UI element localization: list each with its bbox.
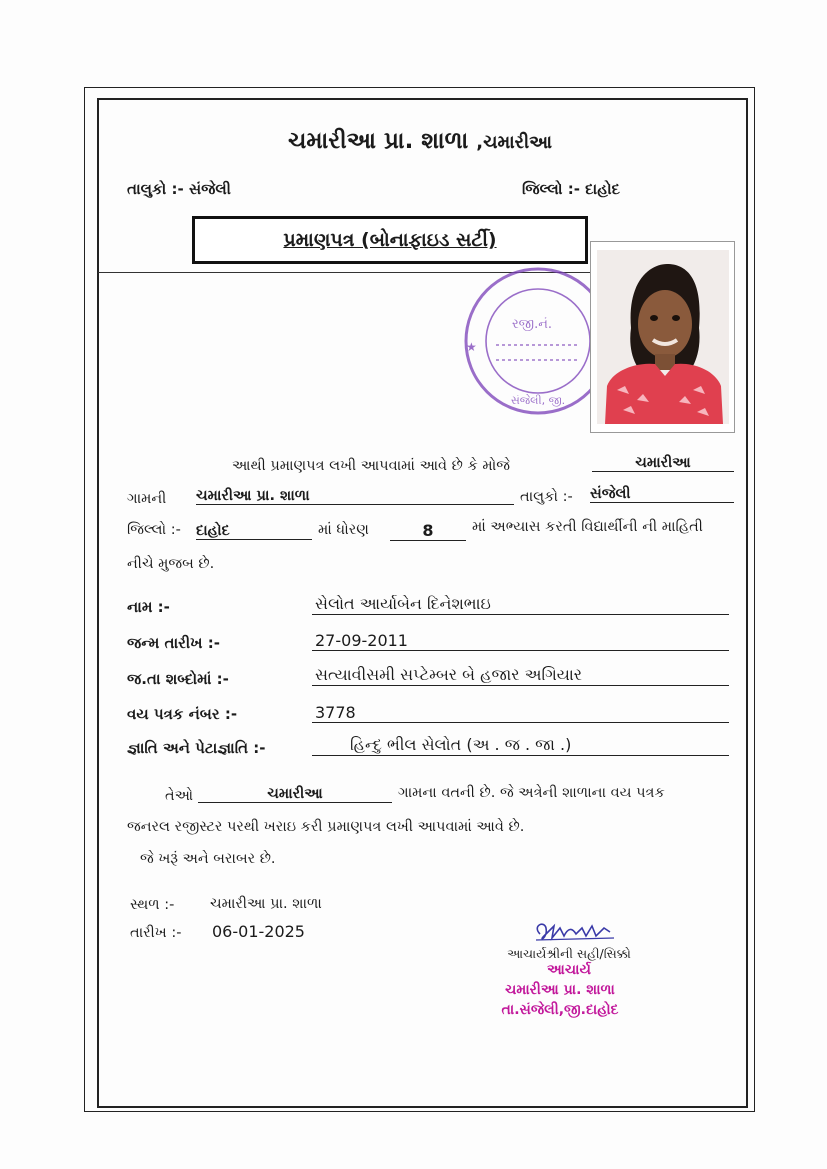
field-label-name: નામ :- [127, 598, 170, 616]
intro-line3-tail: માં અભ્યાસ કરતી વિદ્યાર્થીની ની માહિતી [472, 519, 703, 535]
header-district-label: જિલ્લો :- [522, 180, 580, 198]
header-taluka-value: સંજેલી [188, 180, 231, 198]
student-photo-frame [590, 241, 735, 433]
closing-village: ચમારીઆ [198, 786, 392, 803]
intro-standard: 8 [390, 521, 466, 541]
student-photo [597, 250, 729, 424]
certificate-title-box [192, 216, 588, 264]
field-label-dob-words: જ.તા શબ્દોમાં :- [127, 670, 229, 688]
field-label-caste: જ્ઞાતિ અને પેટાજ્ઞાતિ :- [127, 739, 266, 757]
seal-line1: આચાર્ય [547, 962, 591, 978]
header-district [522, 180, 620, 198]
field-value-dob: 27-09-2011 [312, 631, 729, 651]
intro-district-label: જિલ્લો :- [127, 522, 181, 538]
seal-line3: તા.સંજેલી,જી.દાહોદ [501, 1002, 619, 1018]
principal-signature [530, 918, 618, 946]
date-label: તારીખ :- [130, 925, 182, 941]
field-value-caste: હિન્દુ ભીલ સેલોત (અ . જ . જા .) [312, 735, 729, 756]
intro-line1: આથી પ્રમાણપત્ર લખી આપવામાં આવે છે કે મોજે [232, 458, 510, 474]
intro-school: ચમારીઆ પ્રા. શાળા [196, 488, 514, 505]
stamp-center-text: રજી.નં. [511, 317, 553, 332]
place-label: સ્થળ :- [130, 897, 175, 913]
closing-prefix: તેઓ [165, 788, 194, 804]
intro-district: દાહોદ [196, 523, 312, 540]
intro-village: ચમારીઆ [592, 455, 734, 472]
intro-line4: નીચે મુજબ છે. [127, 556, 215, 572]
seal-line2: ચમારીઆ પ્રા. શાળા [505, 982, 615, 998]
school-village: ,ચમારીઆ [476, 132, 552, 153]
header-taluka-label: તાલુકો :- [127, 180, 184, 198]
signature-caption: આચાર્યશ્રીની સહી/સિક્કો [507, 946, 631, 961]
closing-line2: જનરલ રજીસ્ટર પરથી ખરાઇ કરી પ્રમાણપત્ર લખી આપવામાં આવે છે. [127, 819, 525, 835]
header-district-value: દાહોદ [585, 180, 621, 198]
closing-line1-tail: ગામના વતની છે. જે અત્રેની શાળાના વય પત્રક [398, 785, 665, 801]
school-name: ચમારીઆ પ્રા. શાળા [288, 128, 469, 154]
intro-std-label: માં ધોરણ [318, 522, 369, 538]
field-value-register-no: 3778 [312, 703, 729, 723]
header-taluka [127, 180, 231, 198]
stamp-bottom-text: સંજેલી, જી. [510, 394, 566, 407]
field-label-register-no: વય પત્રક નંબર :- [127, 705, 238, 723]
field-value-name: સેલોત આર્યાબેન દિનેશભાઇ [312, 594, 729, 615]
school-title [160, 128, 680, 154]
field-label-dob: જન્મ તારીખ :- [127, 634, 220, 652]
closing-line3: જે ખરૂં અને બરાબર છે. [140, 851, 276, 867]
intro-taluka: સંજેલી [590, 486, 734, 503]
intro-gam-label: ગામની [127, 491, 167, 507]
intro-taluka-label: તાલુકો :- [520, 489, 573, 505]
student-portrait-icon [597, 250, 729, 424]
date-value: 06-01-2025 [212, 922, 305, 941]
certificate-title: પ્રમાણપત્ર (બોનાફાઇડ સર્ટી) [283, 229, 497, 251]
field-value-dob-words: સત્યાવીસમી સપ્ટેમ્બર બે હજાર અગિયાર [312, 665, 729, 686]
place-value: ચમારીઆ પ્રા. શાળા [210, 896, 322, 912]
stamp-star-icon-left: ★ [466, 340, 477, 354]
